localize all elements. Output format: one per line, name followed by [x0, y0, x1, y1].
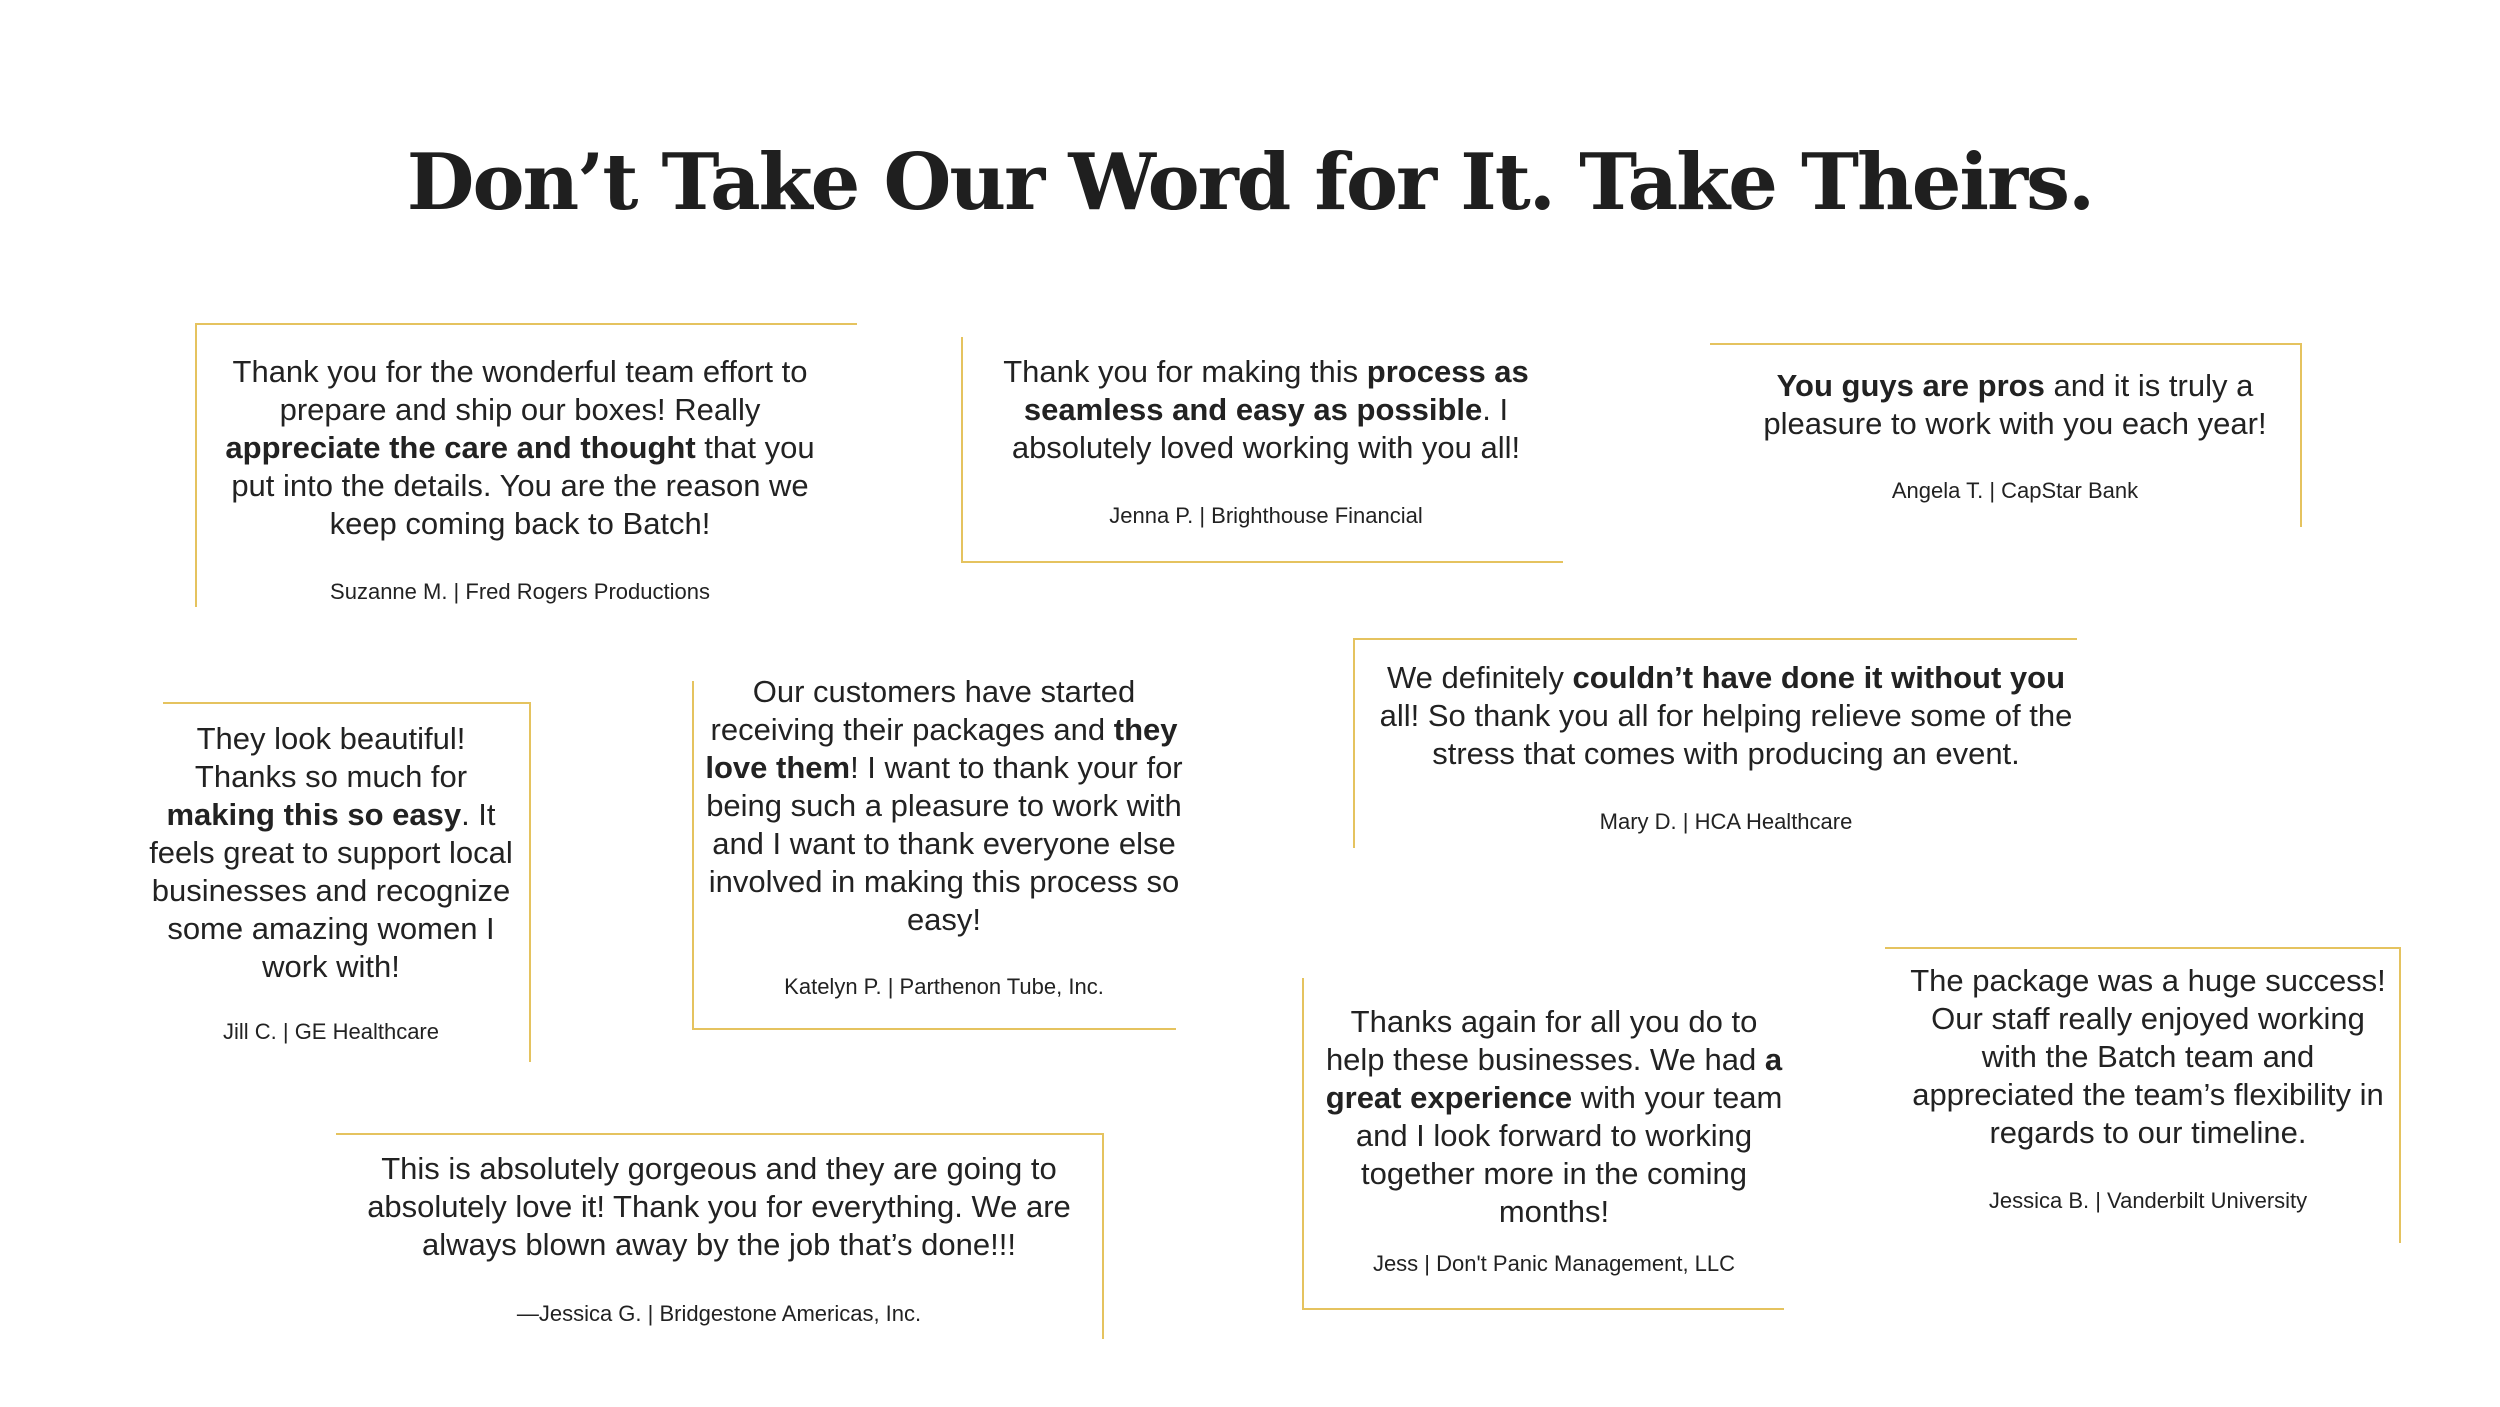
- quote-highlight: process as seamless and easy as possible: [1023, 354, 1529, 427]
- quote-highlight: a great experience: [1325, 1042, 1783, 1115]
- page-title: Don’t Take Our Word for It. Take Theirs.: [406, 137, 2094, 228]
- quote-highlight: You guys are pros: [1776, 368, 2045, 403]
- quote-highlight: making this so easy: [166, 797, 462, 832]
- testimonial-author: Jill C. | GE Healthcare: [222, 1019, 439, 1044]
- quote-text: Thank you for making this: [1003, 354, 1367, 389]
- quote-text: Thank you for the wonderful team effort to prepare and ship our boxes! Really: [232, 354, 808, 427]
- quote-text: Our customers have started receiving their packages and: [710, 674, 1136, 747]
- testimonial-quote: [1370, 659, 2082, 773]
- testimonial-quote: [985, 353, 1547, 467]
- quote-highlight: they love them: [705, 712, 1178, 785]
- quote-text: all! So thank you all for helping relieve some of the stress that comes with producing an event.: [1379, 698, 2073, 771]
- testimonial-author: Jenna P. | Brighthouse Financial: [1109, 503, 1423, 528]
- quote-text: with your team and I look forward to working together more in the coming months!: [1355, 1080, 1783, 1229]
- testimonial-author: Suzanne M. | Fred Rogers Productions: [330, 579, 710, 604]
- quote-text: and it is truly a pleasure to work with you each year!: [1763, 368, 2267, 441]
- testimonial-quote: [1750, 367, 2280, 443]
- testimonial-author: Jessica B. | Vanderbilt University: [1988, 1188, 2308, 1213]
- quote-text: The package was a huge success! Our staff really enjoyed working with the Batch team and appreciated the team’s flexibility in regards to our timeline.: [1910, 963, 2386, 1150]
- quote-text: They look beautiful! Thanks so much for: [194, 721, 468, 794]
- quote-highlight: appreciate the care and thought: [225, 430, 696, 465]
- testimonial-quote: [360, 1150, 1078, 1264]
- testimonial-quote: [148, 720, 514, 986]
- testimonial-quote: [1320, 1003, 1788, 1231]
- quote-highlight: couldn’t have done it without you: [1572, 660, 2066, 695]
- quote-text: Thanks again for all you do to help these businesses. We had: [1325, 1004, 1765, 1077]
- quote-text: ! I want to thank your for being such a pleasure to work with and I want to thank everyone else involved in making this process so easy!: [706, 750, 1183, 937]
- quote-text: This is absolutely gorgeous and they are going to absolutely love it! Thank you for everything. We are always blown away by the job that’s done!!!: [367, 1151, 1071, 1262]
- quote-text: . It feels great to support local businesses and recognize some amazing women I work with!: [149, 797, 513, 984]
- testimonial-quote: [705, 673, 1183, 939]
- testimonial-author: Mary D. | HCA Healthcare: [1599, 809, 1853, 834]
- quote-text: . I absolutely loved working with you all!: [1011, 392, 1521, 465]
- testimonial-author: Angela T. | CapStar Bank: [1891, 478, 2139, 503]
- quote-text: that you put into the details. You are the reason we keep coming back to Batch!: [231, 430, 815, 541]
- quote-text: We definitely: [1386, 660, 1573, 695]
- testimonial-author: Jess | Don't Panic Management, LLC: [1372, 1251, 1736, 1276]
- testimonial-author: —Jessica G. | Bridgestone Americas, Inc.: [516, 1301, 922, 1326]
- testimonial-quote: [1900, 962, 2396, 1152]
- testimonial-author: Katelyn P. | Parthenon Tube, Inc.: [784, 974, 1104, 999]
- testimonial-quote: [225, 353, 815, 543]
